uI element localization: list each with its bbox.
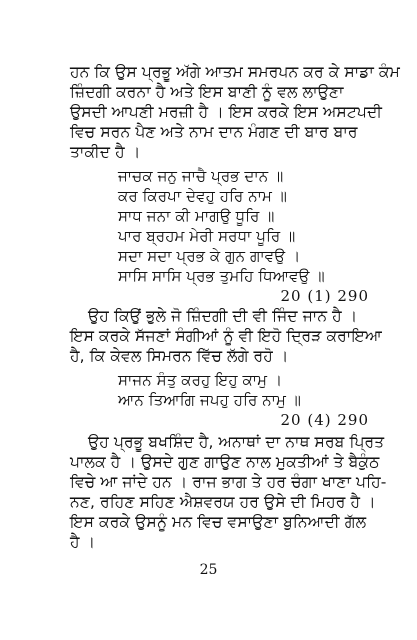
paragraph-line: ਉਸਦੀ ਆਪਣੀ ਮਰਜ਼ੀ ਹੈ । ਇਸ ਕਰਕੇ ਇਸ ਅਸਟਪਦੀ	[70, 103, 382, 121]
verse-line: ਸਦਾ ਸਦਾ ਪ੍ਰਭ ਕੇ ਗੁਨ ਗਾਵਉ ।	[118, 247, 301, 265]
verse-line: ਕਰ ਕਿਰਪਾ ਦੇਵਹੁ ਹਰਿ ਨਾਮ ॥	[118, 187, 288, 205]
page-number: 25	[199, 562, 218, 578]
paragraph-line: ਹਨ ਕਿ ਉਸ ਪ੍ਰਭੂ ਅੱਗੇ ਆਤਮ ਸਮਰਪਨ ਕਰ ਕੇ ਸਾਡਾ ਕੰਮ	[70, 63, 400, 81]
verse-line: ਜਾਚਕ ਜਨੁ ਜਾਚੈ ਪ੍ਰਭ ਦਾਨ ॥	[118, 167, 284, 185]
paragraph-line: ਇਸ ਕਰਕੇ ਉਸਨੂੰ ਮਨ ਵਿਚ ਵਸਾਉਣਾ ਬੁਨਿਆਦੀ ਗੱਲ	[70, 513, 367, 531]
verse-reference: 20 (4) 290	[280, 411, 369, 429]
verse-reference: 20 (1) 290	[280, 287, 369, 305]
paragraph-line: ਵਿਚ ਸਰਨ ਪੈਣ ਅਤੇ ਨਾਮ ਦਾਨ ਮੰਗਣ ਦੀ ਬਾਰ ਬਾਰ	[70, 123, 358, 141]
paragraph-line: ਨਣ, ਰਹਿਣ ਸਹਿਣ ਐਸ਼ਵਰਯ ਹਰ ਉਸੇ ਦੀ ਮਿਹਰ ਹੈ ।	[70, 493, 376, 511]
paragraph-line: ਤਾਕੀਦ ਹੈ ।	[70, 143, 141, 161]
paragraph-line: ਵਿਚੇ ਆ ਜਾਂਦੇ ਹਨ । ਰਾਜ ਭਾਗ ਤੇ ਹਰ ਚੰਗਾ ਖਾਣਾ ਪਹਿ-	[70, 473, 387, 491]
paragraph-line: ਹੈ, ਕਿ ਕੇਵਲ ਸਿਮਰਨ ਵਿੱਚ ਲੱਗੇ ਰਹੋ ।	[70, 347, 289, 365]
verse-line: ਆਨ ਤਿਆਗਿ ਜਪਹੁ ਹਰਿ ਨਾਮੁ ॥	[118, 391, 302, 409]
paragraph-line: ਪਾਲਕ ਹੈ । ਉਸਦੇ ਗੁਣ ਗਾਉਣ ਨਾਲ ਮੁਕਤੀਆਂ ਤੇ ਬੈਕੁੰਠ	[70, 453, 380, 471]
paragraph-line: ਹੈ ।	[70, 533, 96, 551]
paragraph-line: ਉਹ ਕਿਉਂ ਭੁਲੇ ਜੋ ਜ਼ਿੰਦਗੀ ਦੀ ਵੀ ਜਿੰਦ ਜਾਨ ਹੈ ।	[88, 307, 358, 325]
verse-line: ਸਾਧ ਜਨਾ ਕੀ ਮਾਗਉ ਧੂਰਿ ॥	[118, 207, 275, 225]
verse-line: ਸਾਸਿ ਸਾਸਿ ਪ੍ਰਭ ਤੁਮਹਿ ਧਿਆਵਉ ॥	[118, 267, 325, 285]
paragraph-line: ਜ਼ਿੰਦਗੀ ਕਰਨਾ ਹੈ ਅਤੇ ਇਸ ਬਾਣੀ ਨੂੰ ਵਲ ਲਾਉਣਾ	[70, 83, 344, 101]
paragraph-line: ਇਸ ਕਰਕੇ ਸੱਜਣਾਂ ਸੰਗੀਆਂ ਨੂੰ ਵੀ ਇਹੋ ਦ੍ਰਿੜ ਕਰਾਇਆ	[70, 327, 382, 345]
verse-line: ਪਾਰ ਬ੍ਰਹਮ ਮੇਰੀ ਸਰਧਾ ਪੂਰਿ ॥	[118, 227, 296, 245]
paragraph-line: ਉਹ ਪ੍ਰਭੂ ਬਖਸ਼ਿੰਦ ਹੈ, ਅਨਾਥਾਂ ਦਾ ਨਾਥ ਸਰਬ ਪ੍ਰਿਤ	[88, 433, 385, 451]
verse-line: ਸਾਜਨ ਸੰਤੁ ਕਰਹੁ ਇਹੁ ਕਾਮੁ ।	[118, 371, 283, 389]
